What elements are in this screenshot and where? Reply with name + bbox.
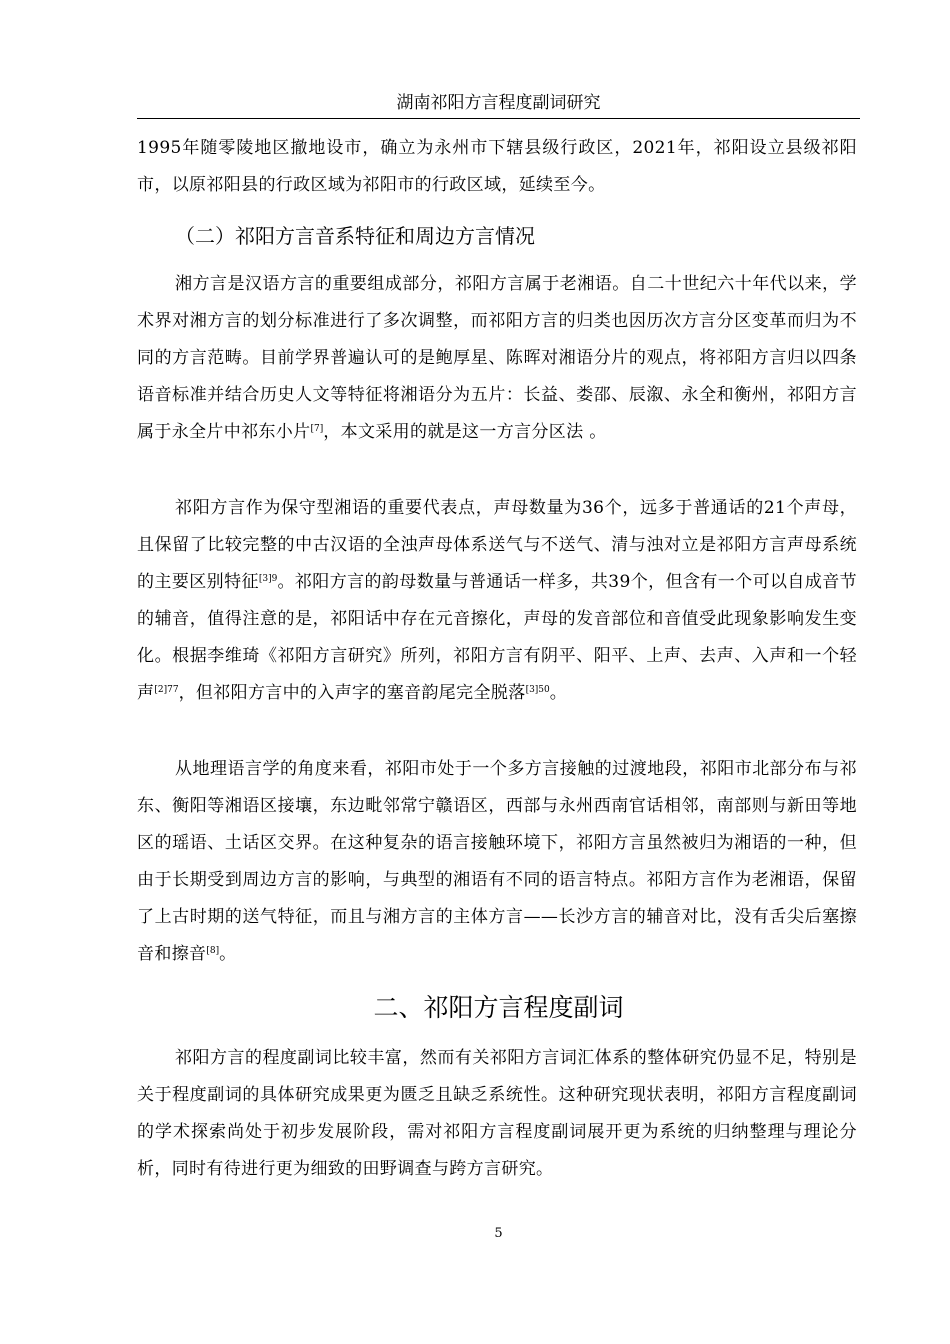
paragraph-text: ，本文采用的就是这一方言分区法 。 xyxy=(323,422,607,442)
paragraph-text: 祁阳方言的程度副词比较丰富，然而有关祁阳方言词汇体系的整体研究仍显不足，特别是关于程度副词的具体研究成果更为匮乏且缺乏系统性。这种研究现状表明，祁阳方言程度副词的学术探索尚处于初步发展阶段，需对祁阳方言程度副词展开更为系统的归纳整理与理论分析，同时有待进行更为细致的田野调查与跨方言研究。 xyxy=(137,1048,857,1179)
paragraph-xiang-dialect xyxy=(137,266,857,451)
citation: [8] xyxy=(206,946,220,956)
citation: [3]9 xyxy=(258,574,278,584)
paragraph-degree-adverbs xyxy=(137,1040,857,1188)
paragraph-text: 。 xyxy=(549,683,568,703)
section-heading: 二、祁阳方言程度副词 xyxy=(373,993,624,1022)
paragraph-text: ，但祁阳方言中的入声字的塞音韵尾完全脱落 xyxy=(178,683,526,703)
paragraph-text: 从地理语言学的角度来看，祁阳市处于一个多方言接触的过渡地段，祁阳市北部分布与祁东、衡阳等湘语区接壤，东边毗邻常宁赣语区，西部与永州西南官话相邻，南部则与新田等地区的瑶语、土话区交界。在这种复杂的语言接触环境下，祁阳方言虽然被归为湘语的一种，但由于长期受到周边方言的影响，与典型的湘语有不同的语言特点。祁阳方言作为老湘语，保留了上古时期的送气特征，而且与湘方言的主体方言——长沙方言的辅音对比，没有舌尖后塞擦音和擦音 xyxy=(137,759,857,964)
citation: [2]77 xyxy=(154,685,179,695)
paragraph-continuation xyxy=(137,130,857,204)
paragraph-text: 1995年随零陵地区撤地设市，确立为永州市下辖县级行政区，2021年，祁阳设立县级祁阳市，以原祁阳县的行政区域为祁阳市的行政区域，延续至今。 xyxy=(137,138,857,195)
paragraph-text: 祁阳方言作为保守型湘语的重要代表点，声母数量为36个，远多于普通话的21个声母，且保留了比较完整的中古汉语的全浊声母体系送气与不送气、清与浊对立是祁阳方言声母系统的主要区别特征 xyxy=(137,498,857,592)
page-number: 5 xyxy=(494,1226,503,1241)
citation: [3]50 xyxy=(525,685,550,695)
citation: [7] xyxy=(310,424,324,434)
header-rule xyxy=(137,118,860,119)
paragraph-text: 。祁阳方言的韵母数量与普通话一样多，共39个，但含有一个可以自成音节的辅音，值得注意的是，祁阳话中存在元音擦化，声母的发音部位和音值受此现象影响发生变化。根据李维琦《祁阳方言研究》所列，祁阳方言有阴平、阳平、上声、去声、入声和一个轻声 xyxy=(137,572,858,703)
paragraph-text: 湘方言是汉语方言的重要组成部分，祁阳方言属于老湘语。自二十世纪六十年代以来，学术界对湘方言的划分标准进行了多次调整，而祁阳方言的归类也因历次方言分区变革而归为不同的方言范畴。目前学界普遍认可的是鲍厚星、陈晖对湘语分片的观点，将祁阳方言归以四条语音标准并结合历史人文等特征将湘语分为五片：长益、娄邵、辰溆、永全和衡州，祁阳方言属于永全片中祁东小片 xyxy=(137,274,857,442)
running-header: 湖南祁阳方言程度副词研究 xyxy=(396,93,601,113)
paragraph-phonology xyxy=(137,490,857,712)
paragraph-text: 。 xyxy=(219,944,237,964)
subsection-heading: （二）祁阳方言音系特征和周边方言情况 xyxy=(175,224,535,248)
paragraph-geography xyxy=(137,751,857,973)
